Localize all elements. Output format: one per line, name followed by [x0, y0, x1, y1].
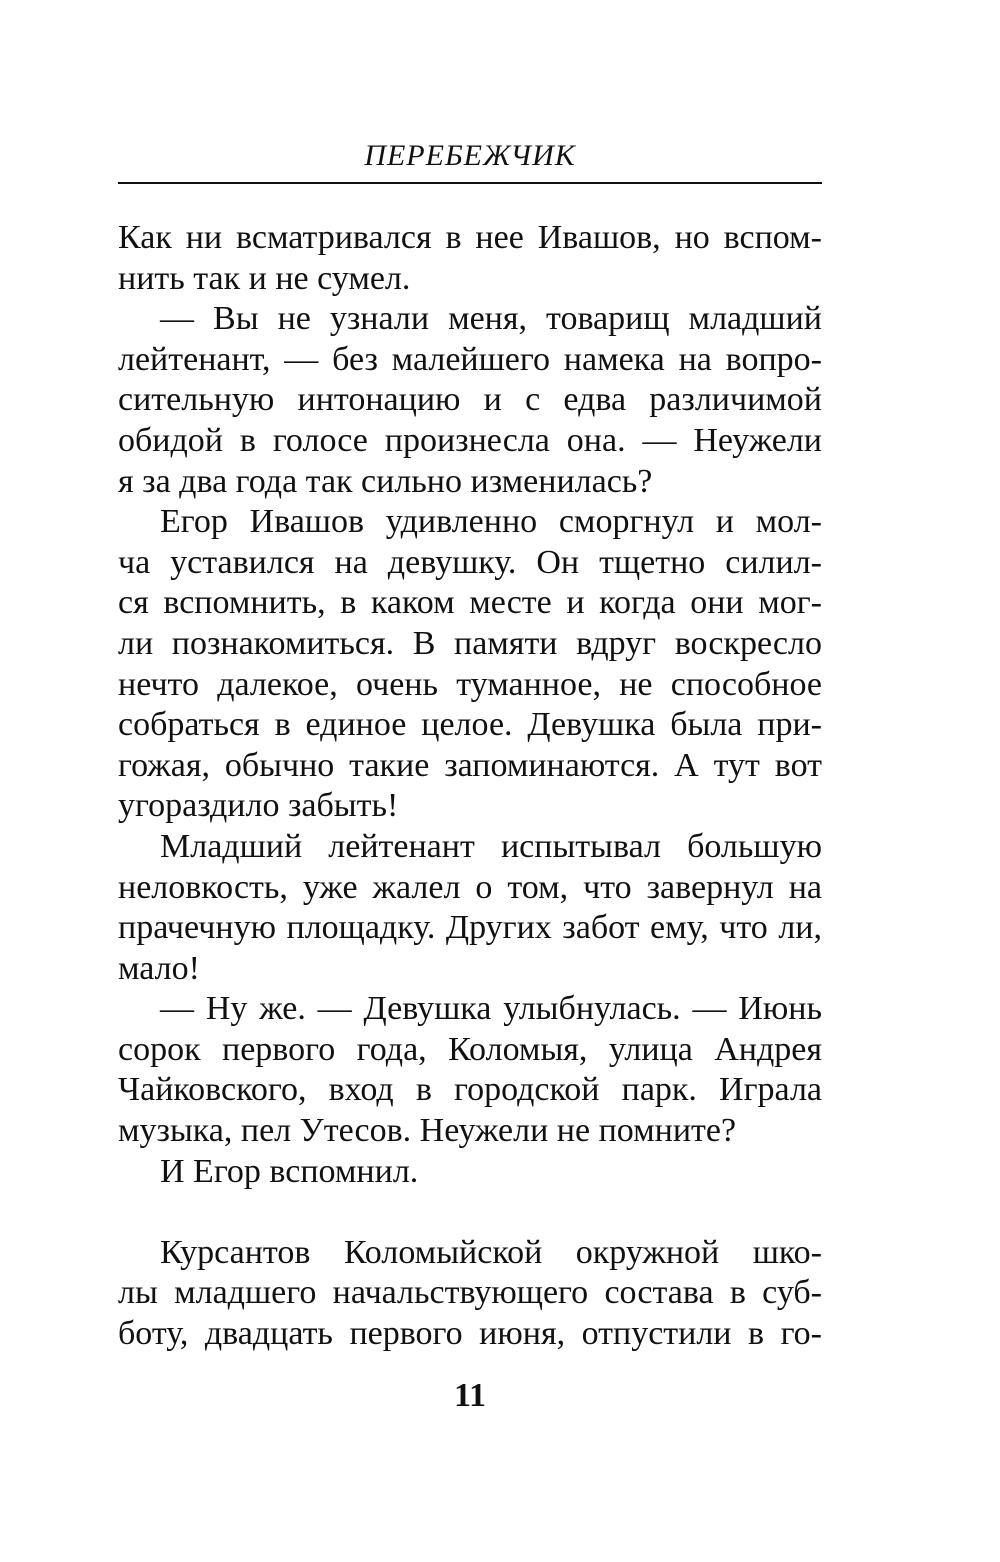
- text-line: Егор Ивашов удивленно сморгнул и мол-: [160, 503, 822, 541]
- text-line: неловкость, уже жалел о том, что завернул на: [118, 868, 822, 906]
- running-header: ПЕРЕБЕЖЧИК: [364, 139, 576, 172]
- page-number: 11: [453, 1377, 487, 1414]
- text-line: мало!: [118, 949, 200, 987]
- text-line: Курсантов Коломыйской окружной шко-: [160, 1233, 822, 1271]
- header-rule: [118, 182, 822, 184]
- text-line: сорок первого года, Коломыя, улица Андрея: [118, 1030, 822, 1068]
- text-line: гожая, обычно такие запоминаются. А тут вот: [118, 746, 822, 784]
- text-line: прачечную площадку. Других забот ему, что ли,: [118, 909, 822, 947]
- section-break: [118, 1192, 822, 1233]
- text-line: — Ну же. — Девушка улыбнулась. — Июнь: [160, 990, 822, 1028]
- text-line: ли познакомиться. В памяти вдруг воскресло: [118, 624, 822, 662]
- text-line: сительную интонацию и с едва различимой: [118, 381, 822, 419]
- text-line: нечто далекое, очень туманное, не способное: [118, 665, 822, 703]
- text-line: Младший лейтенант испытывал большую: [160, 827, 822, 865]
- text-line: музыка, пел Утесов. Неужели не помните?: [118, 1112, 737, 1150]
- text-line: лейтенант, — без малейшего намека на вопро-: [118, 340, 822, 378]
- text-line: Чайковского, вход в городской парк. Играла: [118, 1071, 822, 1109]
- text-line: собраться в единое целое. Девушка была при-: [118, 706, 822, 744]
- text-line: И Егор вспомнил.: [160, 1152, 419, 1190]
- body-text: [118, 218, 822, 1355]
- text-line: Как ни всматривался в нее Ивашов, но вспом-: [118, 219, 822, 256]
- text-line: угораздило забыть!: [118, 787, 399, 825]
- text-line: лы младшего начальствующего состава в суб-: [118, 1274, 822, 1312]
- text-line: ча уставился на девушку. Он тщетно силил-: [118, 543, 822, 581]
- text-line: ся вспомнить, в каком месте и когда они мог-: [118, 584, 822, 622]
- text-line: боту, двадцать первого июня, отпустили в го-: [118, 1315, 822, 1353]
- text-line: — Вы не узнали меня, товарищ младший: [160, 300, 822, 338]
- text-line: нить так и не сумел.: [118, 259, 411, 297]
- text-line: я за два года так сильно изменилась?: [118, 462, 653, 500]
- text-line: обидой в голосе произнесла она. — Неужели: [118, 421, 822, 459]
